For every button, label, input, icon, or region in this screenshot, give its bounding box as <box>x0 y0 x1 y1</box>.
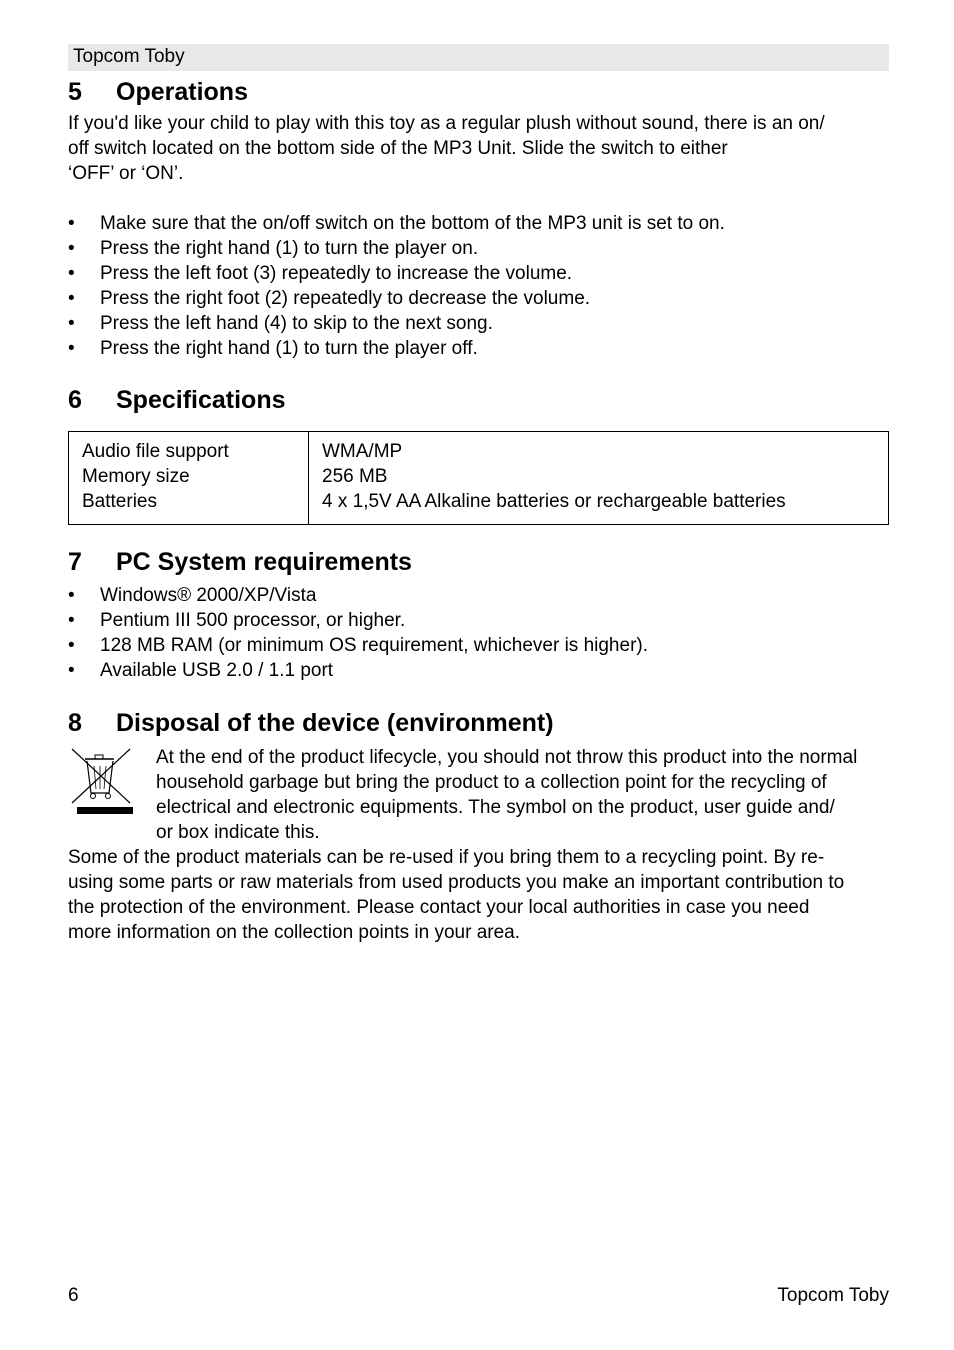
list-item: • Make sure that the on/off switch on the bottom of the MP3 unit is set to on. <box>68 211 889 236</box>
spec-value: WMA/MP <box>322 441 403 462</box>
intro-line: ‘OFF’ or ‘ON’. <box>68 163 184 184</box>
section-number: 5 <box>68 78 82 106</box>
section-title: Operations <box>116 78 248 106</box>
text-line: electrical and electronic equipments. The symbol on the product, user guide and/ <box>156 797 835 818</box>
spec-labels-cell <box>69 432 309 525</box>
disposal-icon-text <box>156 745 889 845</box>
text-line: At the end of the product lifecycle, you should not throw this product into the normal <box>156 747 858 768</box>
spec-label: Memory size <box>82 466 190 487</box>
spec-label: Audio file support <box>82 441 229 462</box>
section-number: 6 <box>68 386 82 414</box>
text-line: using some parts or raw materials from used products you make an important contribution to <box>68 872 845 893</box>
section-heading-specifications <box>68 385 889 415</box>
running-header <box>68 44 889 71</box>
disposal-body <box>68 845 889 945</box>
table-row <box>69 432 889 525</box>
section-number: 7 <box>68 548 82 576</box>
crossed-out-wheelie-bin-icon <box>68 745 138 821</box>
spec-values-cell <box>309 432 889 525</box>
page-number: 6 <box>68 1285 79 1306</box>
spec-value: 4 x 1,5V AA Alkaline batteries or rechargeable batteries <box>322 491 786 512</box>
text-line: the protection of the environment. Please contact your local authorities in case you need <box>68 897 810 918</box>
text-line: more information on the collection points in your area. <box>68 922 521 943</box>
pc-requirements-list <box>68 583 889 683</box>
list-item: • Press the right foot (2) repeatedly to decrease the volume. <box>68 286 889 311</box>
section-heading-disposal <box>68 708 889 738</box>
section-title: Specifications <box>116 386 286 414</box>
intro-line: If you'd like your child to play with this toy as a regular plush without sound, there is an on/ <box>68 113 825 134</box>
section-heading-pc-requirements <box>68 547 889 577</box>
list-item: • Pentium III 500 processor, or higher. <box>68 608 889 633</box>
footer-title: Topcom Toby <box>777 1285 889 1306</box>
intro-line: off switch located on the bottom side of the MP3 Unit. Slide the switch to either <box>68 138 728 159</box>
header-title: Topcom Toby <box>73 46 185 67</box>
list-item: • 128 MB RAM (or minimum OS requirement, whichever is higher). <box>68 633 889 658</box>
spec-value: 256 MB <box>322 466 388 487</box>
operations-intro <box>68 111 889 186</box>
list-item: • Press the left hand (4) to skip to the next song. <box>68 311 889 336</box>
crossed-out-wheelie-bin-icon <box>68 745 156 845</box>
text-line: or box indicate this. <box>156 822 320 843</box>
section-title: Disposal of the device (environment) <box>116 709 554 737</box>
section-heading-operations <box>68 77 889 107</box>
list-item: • Windows® 2000/XP/Vista <box>68 583 889 608</box>
running-footer <box>68 1283 889 1308</box>
list-item: • Press the right hand (1) to turn the player on. <box>68 236 889 261</box>
disposal-block <box>68 745 889 845</box>
document-page <box>68 44 889 945</box>
section-number: 8 <box>68 709 82 737</box>
specifications-table <box>68 431 889 525</box>
section-title: PC System requirements <box>116 548 412 576</box>
text-line: Some of the product materials can be re-used if you bring them to a recycling point. By re- <box>68 847 825 868</box>
list-item: • Press the right hand (1) to turn the player off. <box>68 336 889 361</box>
list-item: • Available USB 2.0 / 1.1 port <box>68 658 889 683</box>
list-item: • Press the left foot (3) repeatedly to increase the volume. <box>68 261 889 286</box>
text-line: household garbage but bring the product to a collection point for the recycling of <box>156 772 827 793</box>
operations-list <box>68 211 889 361</box>
spec-label: Batteries <box>82 491 157 512</box>
